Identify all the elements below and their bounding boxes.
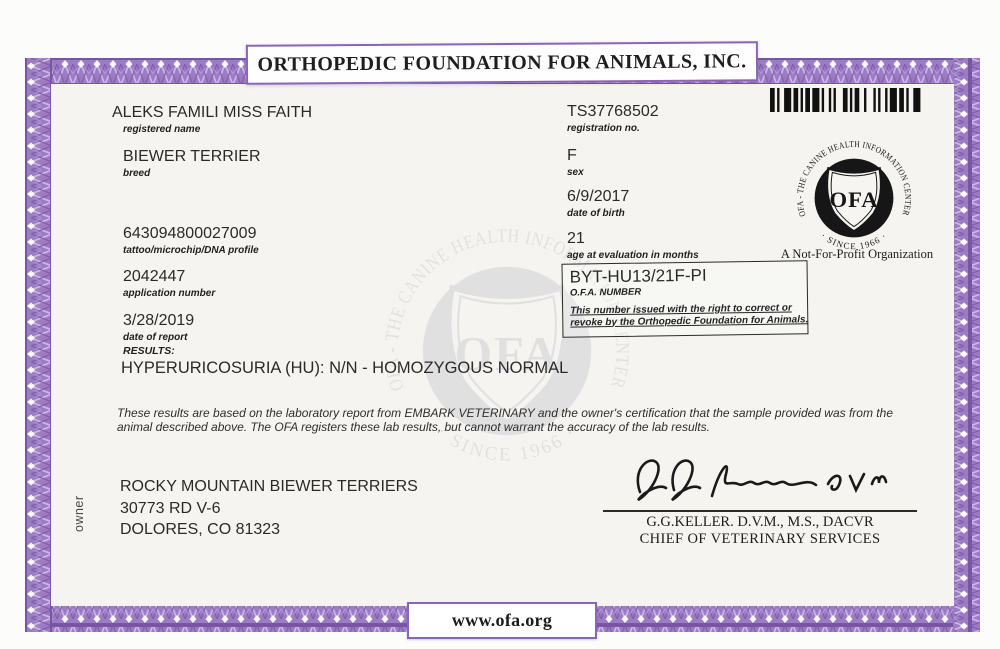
field-date-of-report — [123, 311, 194, 344]
field-age-at-evaluation — [567, 229, 699, 262]
ofa-number-box — [561, 260, 808, 337]
ofa-number-label: O.F.A. NUMBER — [569, 286, 642, 299]
date-of-report-value: 3/28/2019 — [123, 312, 195, 329]
ofa-number-note-line2: revoke by the Orthopedic Foundation for Animals. — [570, 313, 809, 329]
application-number-value: 2042447 — [123, 268, 186, 285]
date-of-report-label: date of report — [123, 332, 188, 343]
owner-address-line1: 30773 RD V-6 — [120, 499, 221, 517]
signer-title: CHIEF OF VETERINARY SERVICES — [639, 531, 881, 547]
breed-value: BIEWER TERRIER — [123, 148, 261, 165]
ofa-number-note-line1: This number issued with the right to correct or — [570, 302, 792, 317]
field-breed — [123, 147, 261, 180]
tattoo-microchip-label: tattoo/microchip/DNA profile — [123, 245, 259, 256]
field-date-of-birth — [567, 187, 629, 220]
header-banner — [246, 41, 758, 85]
border-left — [25, 58, 52, 632]
owner-name: ROCKY MOUNTAIN BIEWER TERRIERS — [120, 478, 418, 495]
results-label: RESULTS: — [123, 345, 175, 357]
footer-url-box — [407, 602, 597, 639]
age-at-evaluation-label: age at evaluation in months — [567, 250, 699, 261]
registration-no-value: TS37768502 — [567, 103, 659, 120]
registered-name-label: registered name — [123, 124, 201, 135]
date-of-birth-value: 6/9/2017 — [567, 188, 630, 205]
field-sex — [567, 146, 584, 179]
signer-credentials: G.G.KELLER. D.V.M., M.S., DACVR — [646, 514, 874, 530]
ofa-website-url: www.ofa.org — [451, 610, 553, 630]
sex-value: F — [567, 147, 577, 164]
ofa-seal-icon — [789, 133, 919, 263]
barcode-icon — [770, 88, 926, 113]
ofa-number-value: BYT-HU13/21F-PI — [569, 265, 707, 287]
registered-name-value: ALEKS FAMILI MISS FAITH — [112, 104, 313, 121]
age-at-evaluation-value: 21 — [567, 230, 585, 247]
date-of-birth-label: date of birth — [567, 208, 625, 219]
signature-icon — [612, 452, 918, 510]
registration-no-label: registration no. — [567, 123, 640, 134]
signature-line — [603, 510, 917, 512]
sex-label: sex — [567, 167, 584, 178]
tattoo-microchip-value: 643094800027009 — [123, 225, 257, 242]
organization-title: ORTHOPEDIC FOUNDATION FOR ANIMALS, INC. — [257, 49, 747, 76]
owner-address-block — [120, 476, 418, 541]
ofa-number-note — [570, 302, 809, 329]
owner-side-label: owner — [72, 495, 86, 532]
field-application-number — [123, 267, 215, 300]
owner-address-line2: DOLORES, CO 81323 — [120, 521, 281, 538]
field-registration-no — [567, 102, 659, 135]
disclaimer-text: These results are based on the laboratory report from EMBARK VETERINARY and the owner's certification that the sample provided was from the animal described above. The OFA registers these lab results, but cannot warrant the accuracy of the lab results. — [117, 406, 893, 434]
breed-label: breed — [123, 168, 151, 179]
field-registered-name — [112, 103, 313, 136]
seal-tagline: A Not-For-Profit Organization — [780, 247, 934, 261]
field-tattoo-microchip — [123, 224, 259, 257]
application-number-label: application number — [123, 288, 216, 299]
border-right — [953, 58, 980, 632]
results-value: HYPERURICOSURIA (HU): N/N - HOMOZYGOUS NORMAL — [121, 359, 569, 377]
